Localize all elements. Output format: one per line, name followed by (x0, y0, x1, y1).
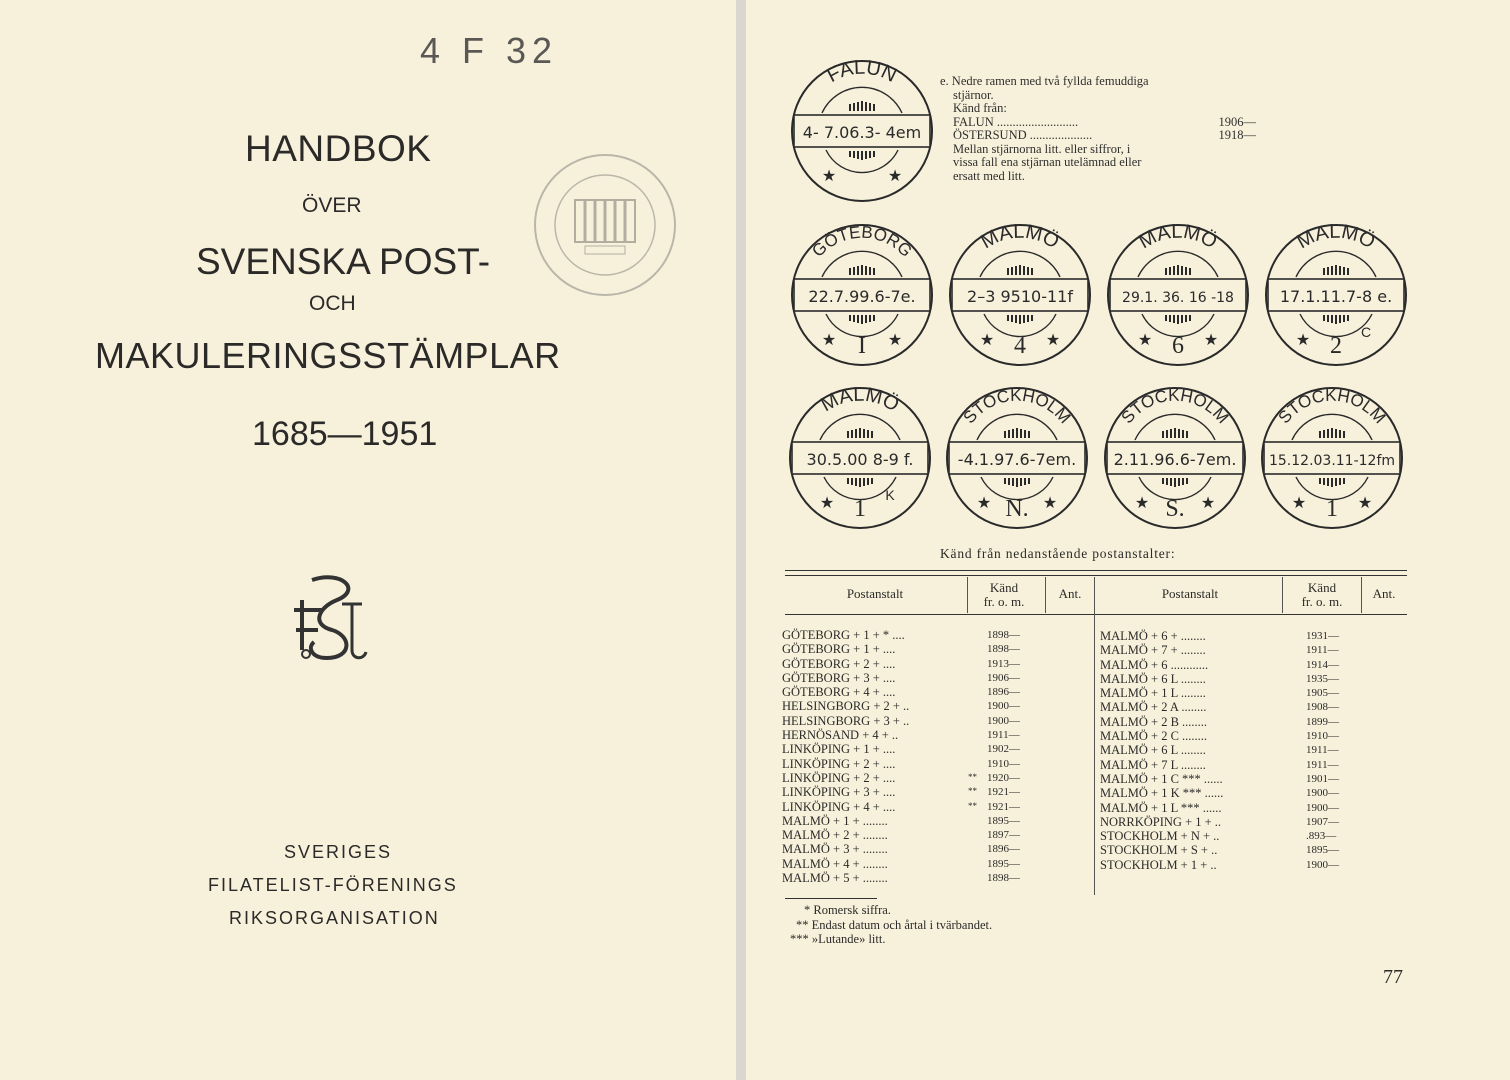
stamp-town-name: MALMÖ (977, 220, 1063, 254)
known-from-year: 1902— (987, 743, 1020, 756)
table-row (782, 728, 1082, 742)
stamp-date: 2–3 9510-11f (967, 287, 1073, 306)
stamp-star: ★ (1200, 495, 1216, 512)
known-from-year: 1920— (987, 771, 1020, 784)
post-office: HELSINGBORG + 3 + .. (782, 713, 910, 728)
book-title-och: OCH (309, 292, 356, 315)
postmark-stamp (1102, 219, 1254, 371)
table-top-rule-2 (785, 575, 1407, 576)
header-kand-line-2: fr. o. m. (1301, 594, 1343, 609)
column-divider-center (1094, 577, 1095, 895)
stamp-star: ★ (819, 495, 835, 512)
post-office: LINKÖPING + 2 + .... (782, 770, 896, 785)
post-office: MALMÖ + 1 L *** ...... (1100, 800, 1222, 815)
table-top-rule (785, 570, 1407, 571)
place-label: ÖSTERSUND .................... (953, 128, 1093, 142)
book-title-svenska-post: SVENSKA POST- (196, 241, 491, 282)
stamp-star: ★ (821, 168, 837, 185)
table-row (1100, 700, 1400, 714)
postmark-stamp (784, 382, 936, 534)
known-from-year: 1900— (1306, 801, 1339, 814)
post-office: MALMÖ + 4 + ........ (782, 856, 888, 871)
stamp-suffix-letter: K (885, 487, 895, 503)
stamp-bottom-mark: 4 (1014, 333, 1026, 359)
footnote-mark: ** (968, 786, 977, 797)
table-header-rule (785, 614, 1407, 615)
known-from-year: 1896— (987, 843, 1020, 856)
post-office: STOCKHOLM + 1 + .. (1100, 857, 1217, 872)
table-row (1100, 743, 1400, 757)
stamp-date: -4.1.97.6-7em. (957, 450, 1077, 469)
table-row (782, 742, 1082, 756)
stamp-star: ★ (1045, 332, 1061, 349)
known-from-year: 1897— (987, 829, 1020, 842)
stamp-date: 15.12.03.11-12fm (1268, 453, 1396, 469)
post-office: MALMÖ + 3 + ........ (782, 842, 888, 857)
postmark-stamp (1099, 382, 1251, 534)
stamp-star: ★ (1134, 495, 1150, 512)
footnotes (790, 903, 992, 947)
header-ant-right: Ant. (1372, 586, 1396, 601)
table-row (782, 642, 1082, 656)
post-office: GÖTEBORG + 1 + .... (782, 642, 896, 657)
stamp-bottom-mark: 1 (854, 496, 866, 522)
table-row (1100, 658, 1400, 672)
stamp-town-name: FALUN (823, 56, 901, 88)
table-row (1100, 858, 1400, 872)
description-line: Känd från: (953, 101, 1007, 115)
known-from-year: 1898— (987, 629, 1020, 641)
stamp-date: 2.11.96.6-7em. (1113, 450, 1237, 469)
post-office: NORRKÖPING + 1 + .. (1100, 814, 1222, 829)
table-row (1100, 829, 1400, 843)
sff-monogram-logo (282, 570, 378, 666)
postmark-stamp (786, 55, 938, 207)
known-from-falun (940, 116, 1256, 130)
stamp-star: ★ (1291, 495, 1307, 512)
header-kand-right (1284, 581, 1360, 609)
known-from-year: 1931— (1306, 630, 1339, 642)
stamp-date: 30.5.00 8-9 f. (806, 450, 914, 469)
column-divider (1282, 577, 1283, 613)
header-kand-line-2: fr. o. m. (983, 594, 1025, 609)
table-row (782, 785, 1082, 799)
table-row (782, 671, 1082, 685)
stamp-bottom-mark: 1 (1326, 496, 1338, 522)
known-from-year: 1900— (1306, 787, 1339, 800)
known-from-year: 1913— (987, 657, 1020, 670)
header-kand-line-1: Känd (1307, 580, 1337, 595)
table-row (782, 842, 1082, 856)
header-kand-left (964, 581, 1044, 609)
known-from-year: 1898— (987, 872, 1020, 885)
known-from-year: 1901— (1306, 772, 1339, 785)
post-office: MALMÖ + 6 L ........ (1100, 671, 1206, 686)
footnote-mark: ** (968, 771, 977, 782)
known-from-year: 1898— (987, 643, 1020, 656)
stamp-bottom-mark: N. (1005, 496, 1029, 522)
post-office: MALMÖ + 1 + ........ (782, 813, 888, 828)
footnote-2: ** Endast datum och årtal i tvärbandet. (796, 917, 993, 932)
stamp-date: 4- 7.06.3- 4em (802, 123, 922, 142)
postmark-stamp (944, 219, 1096, 371)
shelf-mark: 4 F 32 (420, 30, 559, 71)
known-from-year: 1910— (1306, 730, 1339, 743)
stamp-town-name: GÖTEBORG (808, 222, 916, 261)
post-office: HERNÖSAND + 4 + .. (782, 728, 899, 743)
place-year: 1918— (1218, 128, 1256, 142)
post-office: MALMÖ + 1 C *** ...... (1100, 771, 1223, 786)
postmark-stamp (786, 219, 938, 371)
footnote-mark: ** (968, 800, 977, 811)
stamp-bottom-mark: S. (1165, 496, 1185, 522)
stamp-date: 17.1.11.7-8 e. (1279, 287, 1393, 306)
table-row (1100, 715, 1400, 729)
stamp-town-name: MALMÖ (1135, 220, 1221, 254)
publisher-line-3: RIKSORGANISATION (229, 908, 440, 928)
table-row (782, 757, 1082, 771)
stamp-star: ★ (887, 332, 903, 349)
known-from-year: .893— (1306, 830, 1337, 843)
known-from-year: 1908— (1306, 701, 1339, 714)
stamp-star: ★ (1295, 332, 1311, 349)
left-page (0, 0, 736, 1080)
post-office: MALMÖ + 2 A ........ (1100, 700, 1207, 715)
known-from-year: 1910— (987, 757, 1020, 770)
table-row (782, 771, 1082, 785)
postmark-stamp (941, 382, 1093, 534)
stamp-town-name: MALMÖ (817, 383, 903, 417)
postmark-stamp (1260, 219, 1412, 371)
stamp-star: ★ (821, 332, 837, 349)
description-line: vissa fall ena stjärnan utelämnad eller (953, 155, 1142, 169)
footnote-3: *** »Lutande» litt. (790, 932, 886, 946)
known-from-year: 1911— (1306, 744, 1339, 757)
post-office: MALMÖ + 7 L ........ (1100, 757, 1206, 772)
post-office: MALMÖ + 6 + ........ (1100, 629, 1206, 643)
stamp-star: ★ (1357, 495, 1373, 512)
footnote-1: * Romersk siffra. (804, 903, 891, 917)
known-from-year: 1900— (987, 700, 1020, 713)
stamp-star: ★ (976, 495, 992, 512)
table-right-column (1100, 629, 1400, 872)
known-from-year: 1895— (1306, 844, 1339, 857)
table-row (782, 699, 1082, 713)
stamp-star: ★ (1042, 495, 1058, 512)
post-office: GÖTEBORG + 1 + * .... (782, 628, 905, 642)
stamp-bottom-mark: I (858, 333, 866, 359)
table-row (1100, 729, 1400, 743)
post-office: MALMÖ + 6 ............ (1100, 657, 1209, 672)
stamp-town-name: STOCKHOLM (1117, 385, 1233, 428)
description-line: ersatt med litt. (953, 168, 1025, 183)
post-office: MALMÖ + 1 L ........ (1100, 686, 1206, 701)
table-row (1100, 786, 1400, 800)
post-office: STOCKHOLM + S + .. (1100, 843, 1218, 858)
table-row (782, 800, 1082, 814)
library-stamp-seal (530, 150, 680, 300)
place-label: FALUN .......................... (953, 114, 1079, 129)
stamp-suffix-letter: C (1360, 324, 1372, 340)
table-row (1100, 643, 1400, 657)
table-row (1100, 686, 1400, 700)
publisher-line-2: FILATELIST-FÖRENINGS (208, 875, 458, 895)
known-from-year: 1895— (987, 857, 1020, 870)
page-number: 77 (1383, 966, 1403, 988)
known-from-year: 1905— (1306, 687, 1339, 700)
known-from-year: 1899— (1306, 715, 1339, 728)
stamp-star: ★ (1203, 332, 1219, 349)
post-office: STOCKHOLM + N + .. (1100, 829, 1220, 844)
known-from-year: 1900— (987, 714, 1020, 727)
known-from-year: 1921— (987, 786, 1020, 799)
stamp-type-description (940, 75, 1256, 183)
column-divider (967, 577, 968, 613)
post-office: MALMÖ + 6 L ........ (1100, 743, 1206, 758)
known-from-year: 1896— (987, 686, 1020, 699)
column-divider (1361, 577, 1362, 613)
table-row (1100, 772, 1400, 786)
header-postanstalt-right: Postanstalt (1161, 586, 1219, 601)
known-from-year: 1911— (1306, 644, 1339, 657)
stamp-date: 22.7.99.6-7e. (808, 287, 916, 306)
stamp-star: ★ (979, 332, 995, 349)
post-office: MALMÖ + 5 + ........ (782, 871, 888, 886)
table-row (782, 828, 1082, 842)
known-from-year: 1900— (1306, 858, 1339, 871)
post-office: GÖTEBORG + 3 + .... (782, 670, 896, 685)
post-office: GÖTEBORG + 2 + .... (782, 656, 896, 671)
table-row (1100, 758, 1400, 772)
known-from-year: 1906— (987, 671, 1020, 684)
post-office: GÖTEBORG + 4 + .... (782, 685, 896, 700)
table-row (1100, 815, 1400, 829)
post-office: LINKÖPING + 2 + .... (782, 756, 896, 771)
table-row (782, 628, 1082, 642)
postmark-stamp (1256, 382, 1408, 534)
stamp-bottom-mark: 6 (1172, 333, 1184, 359)
table-row (782, 814, 1082, 828)
table-row (1100, 672, 1400, 686)
post-office: LINKÖPING + 3 + .... (782, 785, 896, 800)
stamp-bottom-mark: 2 (1330, 333, 1342, 359)
post-office: MALMÖ + 2 + ........ (782, 828, 888, 843)
known-from-year: 1911— (987, 729, 1020, 742)
known-from-year: 1914— (1306, 658, 1339, 671)
stamp-star: ★ (887, 168, 903, 185)
description-line: stjärnor. (953, 87, 994, 102)
column-divider (1045, 577, 1046, 613)
book-title-over: ÖVER (302, 194, 362, 217)
post-office: MALMÖ + 2 C ........ (1100, 729, 1208, 744)
post-office: LINKÖPING + 1 + .... (782, 742, 896, 757)
footnote-rule (785, 898, 877, 899)
stamp-town-name: MALMÖ (1293, 220, 1379, 254)
table-row (782, 685, 1082, 699)
table-row (782, 857, 1082, 871)
post-office: HELSINGBORG + 2 + .. (782, 699, 910, 714)
known-from-heading: Känd från nedanstående postanstalter: (940, 546, 1176, 561)
table-row (1100, 629, 1400, 643)
known-from-ostersund (940, 129, 1256, 143)
known-from-year: 1907— (1306, 815, 1339, 828)
header-kand-line-1: Känd (989, 580, 1019, 595)
known-from-year: 1921— (987, 800, 1020, 813)
book-title-makuleringsstamplar: MAKULERINGSSTÄMPLAR (95, 335, 561, 376)
publisher-line-1: SVERIGES (284, 842, 393, 862)
stamp-star: ★ (1137, 332, 1153, 349)
known-from-year: 1895— (987, 814, 1020, 827)
post-office: MALMÖ + 7 + ........ (1100, 643, 1206, 658)
header-ant-left: Ant. (1058, 586, 1082, 601)
description-line: e. Nedre ramen med två fyllda femuddiga (940, 74, 1149, 88)
post-office: MALMÖ + 2 B ........ (1100, 714, 1208, 729)
book-title-handbok: HANDBOK (245, 128, 432, 169)
stamp-date: 29.1. 36. 16 -18 (1122, 290, 1234, 306)
table-row (782, 714, 1082, 728)
table-row (782, 657, 1082, 671)
table-row (782, 871, 1082, 885)
known-from-year: 1911— (1306, 758, 1339, 771)
table-left-column (782, 628, 1082, 885)
table-row (1100, 801, 1400, 815)
place-year: 1906— (1218, 114, 1256, 129)
table-row (1100, 843, 1400, 857)
book-years: 1685—1951 (252, 415, 438, 453)
stamp-town-name: STOCKHOLM (1274, 385, 1390, 428)
header-postanstalt-left: Postanstalt (846, 586, 904, 601)
stamp-town-name: STOCKHOLM (959, 385, 1075, 428)
post-office: LINKÖPING + 4 + .... (782, 799, 896, 814)
known-from-year: 1935— (1306, 672, 1339, 685)
post-office: MALMÖ + 1 K *** ...... (1100, 786, 1224, 801)
description-line: Mellan stjärnorna litt. eller siffror, i (953, 141, 1131, 156)
